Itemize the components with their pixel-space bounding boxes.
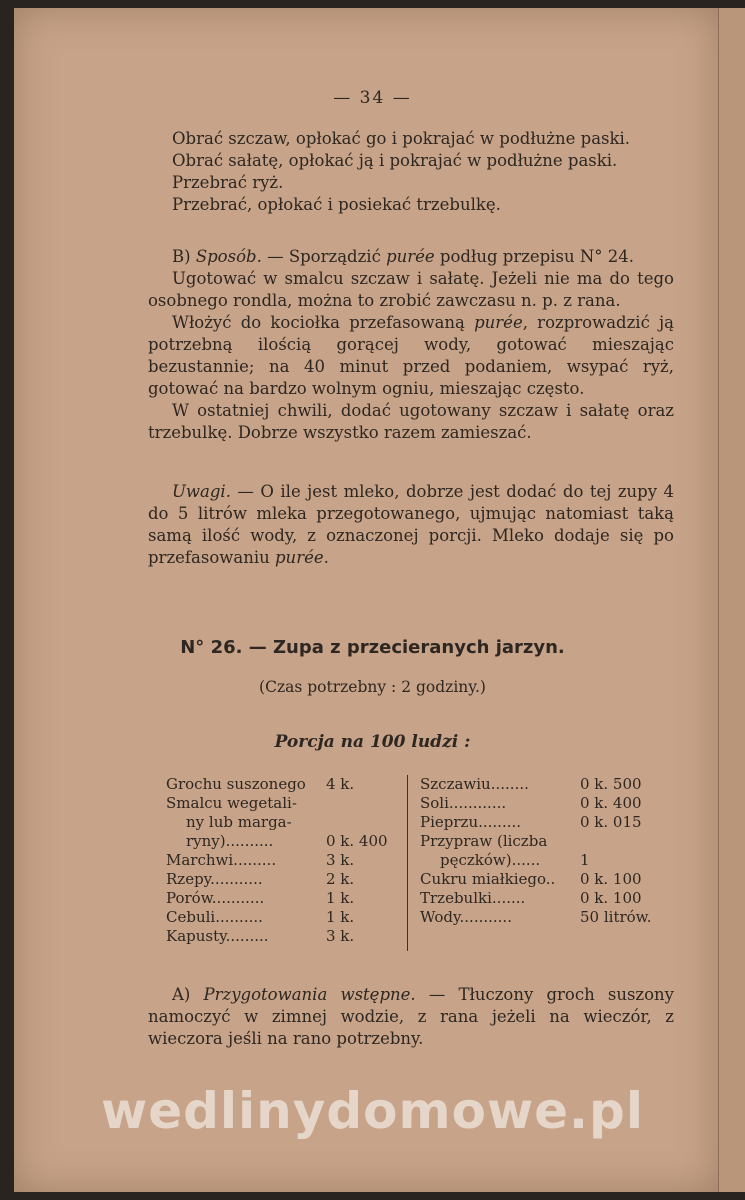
ingredient-row — [420, 832, 660, 851]
ingredient-row — [420, 908, 660, 927]
recipe-number: N° 26. — [180, 637, 243, 658]
page-edge — [718, 8, 745, 1192]
ingredient-qty: 1 — [580, 851, 590, 869]
section-b-text: Włożyć do kociołka przefasowaną — [172, 313, 475, 332]
ingredient-qty: 1 k. — [326, 889, 355, 907]
ingredient-qty: 0 k. 500 — [580, 775, 642, 793]
section-b-label-italic: Sposób. — [195, 247, 262, 266]
ingredient-qty — [326, 813, 406, 832]
section-b-italic: purée — [386, 247, 435, 266]
ingredient-qty: 3 k. — [326, 851, 355, 869]
column-divider — [407, 775, 408, 951]
ingredient-qty: 0 k. 400 — [580, 794, 642, 812]
intro-line: Obrać szczaw, opłokać go i pokrajać w podłużne paski. — [172, 129, 631, 148]
recipe-heading — [0, 637, 745, 658]
ingredient-name: Cebuli.......... — [166, 908, 263, 926]
ingredient-row — [166, 851, 406, 870]
intro-line: Przebrać, opłokać i posiekać trzebulkę. — [172, 195, 501, 214]
ingredient-qty: 2 k. — [326, 870, 355, 888]
ingredient-name: Porów........... — [166, 889, 265, 907]
ingredient-qty — [326, 794, 406, 813]
ingredient-name: Smalcu wegetali- — [166, 794, 297, 812]
section-a-paragraph — [148, 984, 674, 1050]
section-b-p2: Ugotować w smalcu szczaw i sałatę. Jeżeli nie ma do tego osobnego rondla, można to zrobić zawczasu n. p. z rana. — [148, 269, 674, 310]
intro-line: Przebrać ryż. — [172, 173, 284, 192]
ingredient-name: Cukru miałkiego.. — [420, 870, 556, 888]
ingredient-name: Szczawiu........ — [420, 775, 529, 793]
ingredient-row — [420, 794, 660, 813]
uwagi-note — [148, 481, 674, 569]
ingredient-name: Kapusty......... — [166, 927, 269, 945]
ingredient-qty — [580, 832, 660, 851]
section-b-p4: W ostatniej chwili, dodać ugotowany szczaw i sałatę oraz trzebulkę. Dobrze wszystko razem zamieszać. — [148, 401, 674, 442]
recipe-title: — Zupa z przecieranych jarzyn. — [242, 637, 565, 658]
section-a — [148, 984, 674, 1050]
ingredient-row — [420, 851, 660, 870]
ingredient-row — [166, 889, 406, 908]
intro-line: Obrać sałatę, opłokać ją i pokrajać w podłużne paski. — [172, 151, 618, 170]
recipe-time: (Czas potrzebny : 2 godziny.) — [259, 678, 486, 696]
section-a-text: — Tłuczony groch suszony namoczyć w zimnej wodzie, z rana jeżeli na wieczór, z wieczora jeśli na rano potrzebny. — [148, 985, 674, 1048]
ingredient-qty: 1 k. — [326, 908, 355, 926]
ingredient-name: Trzebulki....... — [420, 889, 526, 907]
uwagi-paragraph — [148, 481, 674, 569]
recipe-portion: Porcja na 100 ludzi : — [274, 732, 471, 752]
ingredient-qty: 0 k. 015 — [580, 813, 642, 831]
section-b-italic: purée — [474, 313, 523, 332]
ingredient-name: ryny).......... — [186, 832, 274, 850]
ingredient-name: Wody........... — [420, 908, 512, 926]
ingredient-name: pęczków)...... — [440, 851, 541, 869]
section-b-label: B) — [172, 247, 191, 266]
section-b-p3 — [148, 312, 674, 400]
ingredient-row — [166, 832, 406, 851]
ingredients-right — [420, 775, 660, 927]
uwagi-label: Uwagi. — [172, 482, 231, 501]
ingredient-qty: 50 litrów. — [580, 908, 652, 926]
ingredient-qty: 0 k. 100 — [580, 889, 642, 907]
intro-list — [148, 128, 674, 216]
ingredient-row — [166, 927, 406, 946]
ingredients-left — [166, 775, 406, 946]
uwagi-text: — O ile jest mleko, dobrze jest dodać do tej zupy 4 do 5 litrów mleka przegotowanego, ujmując natomiast taką samą ilość wody, z oznaczonej porcji. Mleko dodaje się po przefasowaniu — [148, 482, 674, 567]
ingredient-name: Pieprzu......... — [420, 813, 522, 831]
ingredient-name: Rzepy........... — [166, 870, 263, 888]
ingredient-row — [166, 775, 406, 794]
watermark: wedlinydomowe.pl — [101, 1082, 644, 1140]
section-b-p1 — [148, 246, 674, 268]
section-a-label-italic: Przygotowania wstępne. — [203, 985, 416, 1004]
section-b-text: , rozprowadzić ją potrzebną ilością gorącej wody, gotować mieszając bezustannie; na 40 minut przed podaniem, wsypać ryż, gotować na bardzo wolnym ogniu, mieszając często. — [148, 313, 674, 398]
ingredient-qty: 0 k. 400 — [326, 832, 388, 850]
section-a-label: A) — [172, 985, 191, 1004]
ingredient-name: Grochu suszonego — [166, 775, 306, 793]
section-b-text: — Sporządzić — [261, 247, 387, 266]
ingredient-name: ny lub marga- — [186, 813, 292, 831]
ingredient-qty: 0 k. 100 — [580, 870, 642, 888]
uwagi-text: . — [323, 548, 329, 567]
ingredient-row — [420, 775, 660, 794]
ingredient-row — [420, 813, 660, 832]
ingredient-name: Przypraw (liczba — [420, 832, 548, 850]
section-b-text: podług przepisu N° 24. — [434, 247, 635, 266]
ingredient-row — [420, 889, 660, 908]
uwagi-italic: purée — [275, 548, 324, 567]
page-number: — 34 — — [333, 88, 412, 108]
ingredient-row — [420, 870, 660, 889]
ingredient-qty: 3 k. — [326, 927, 355, 945]
ingredient-row — [166, 908, 406, 927]
section-b — [148, 246, 674, 444]
ingredient-row — [166, 813, 406, 832]
ingredient-name: Marchwi......... — [166, 851, 277, 869]
ingredient-name: Soli............ — [420, 794, 507, 812]
ingredient-row — [166, 794, 406, 813]
ingredient-qty: 4 k. — [326, 775, 355, 793]
ingredient-row — [166, 870, 406, 889]
